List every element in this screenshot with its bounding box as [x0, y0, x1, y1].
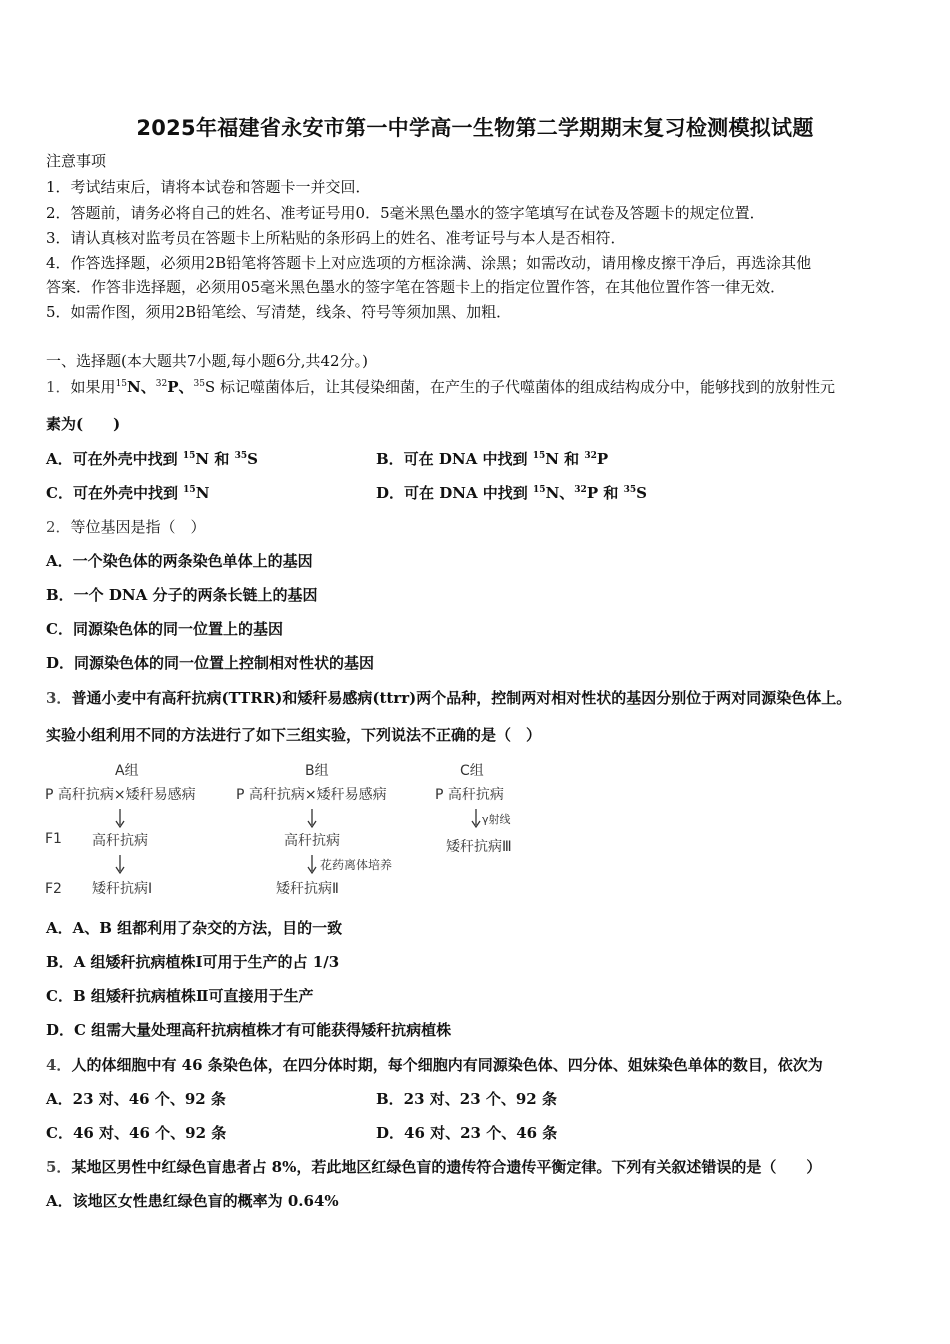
question-1-stem	[46, 377, 835, 397]
text: 如果用	[70, 378, 116, 396]
anther-culture-label: 花药离体培养	[320, 858, 393, 872]
superscript: 35	[623, 485, 637, 495]
superscript: 35	[234, 451, 248, 461]
question-3-stem-cont: 实验小组利用不同的方法进行了如下三组实验，下列说法不正确的是（ ）	[46, 726, 542, 744]
superscript: 35	[193, 379, 205, 389]
text: A．可在外壳中找到	[46, 450, 183, 468]
option-c: C．46 对、46 个、92 条	[46, 1124, 227, 1142]
page-title: 2025年福建省永安市第一中学高一生物第二学期期末复习检测模拟试题	[136, 116, 814, 140]
question-number: 1．	[46, 378, 71, 396]
option-d: D．同源染色体的同一位置上控制相对性状的基因	[46, 654, 375, 672]
text: D．可在 DNA 中找到	[376, 484, 534, 502]
f1-label: F1	[45, 831, 62, 847]
text: P、	[167, 378, 194, 396]
question-3-stem	[46, 688, 851, 708]
group-a-f1: 高秆抗病	[92, 833, 148, 849]
notice-item: 4．作答选择题，必须用2B铅笔将答题卡上对应选项的方框涂满、涂黑；如需改动，请用橡皮擦干净后，再选涂其他	[46, 254, 812, 272]
option-a	[46, 449, 258, 469]
text: B．可在 DNA 中找到	[376, 450, 533, 468]
notice-item: 5．如需作图，须用2B铅笔绘、写清楚，线条、符号等须加黑、加粗．	[46, 303, 512, 321]
section-heading: 一、选择题(本大题共7小题,每小题6分,共42分。)	[46, 352, 368, 370]
group-c-result: 矮秆抗病Ⅲ	[446, 839, 512, 855]
f2-label: F2	[45, 881, 62, 897]
option-d: D．C 组需大量处理高秆抗病植株才有可能获得矮秆抗病植株	[46, 1021, 452, 1039]
superscript: 15	[115, 379, 128, 389]
option-b: B．一个 DNA 分子的两条长链上的基因	[46, 586, 318, 604]
question-number: 3．	[46, 689, 72, 707]
question-number: 4．	[46, 1056, 72, 1074]
group-a-label: A组	[115, 763, 139, 779]
superscript: 15	[182, 451, 196, 461]
group-a-parents: P 高秆抗病×矮秆易感病	[45, 787, 196, 803]
text: N 和	[545, 450, 585, 468]
notice-item: 答案．作答非选择题，必须用05毫米黑色墨水的签字笔在答题卡上的指定位置作答，在其他位置作答一律无效．	[46, 278, 786, 296]
group-a-f2: 矮秆抗病Ⅰ	[92, 881, 153, 897]
group-b-f1: 高秆抗病	[284, 833, 340, 849]
gamma-ray-label: γ射线	[482, 813, 511, 826]
group-b-parents: P 高秆抗病×矮秆易感病	[236, 787, 387, 803]
text: C．可在外壳中找到	[46, 484, 184, 502]
notice-heading: 注意事项	[46, 152, 107, 170]
superscript: 15	[532, 451, 546, 461]
question-1-stem-cont: 素为( )	[46, 415, 121, 433]
text: P 和	[586, 484, 624, 502]
notice-item: 3．请认真核对监考员在答题卡上所粘贴的条形码上的姓名、准考证号与本人是否相符．	[46, 229, 626, 247]
question-2-stem	[46, 517, 206, 537]
superscript: 32	[155, 379, 168, 389]
superscript: 32	[574, 485, 587, 495]
text: 人的体细胞中有 46 条染色体，在四分体时期，每个细胞内有同源染色体、四分体、姐妹染色单体的数目，依次为	[71, 1056, 823, 1074]
group-c-label: C组	[460, 763, 484, 779]
superscript: 15	[533, 485, 546, 495]
text: N	[195, 484, 210, 502]
notice-item: 2．答题前，请务必将自己的姓名、准考证号用0．5毫米黑色墨水的签字笔填写在试卷及答题卡的规定位置．	[46, 204, 765, 222]
option-a: A．A、B 组都利用了杂交的方法，目的一致	[46, 919, 343, 937]
group-b-label: B组	[305, 763, 329, 779]
option-a: A．一个染色体的两条染色单体上的基因	[46, 552, 313, 570]
option-c: C．B 组矮秆抗病植株Ⅱ可直接用于生产	[46, 987, 314, 1005]
text: 普通小麦中有高秆抗病(TTRR)和矮秆易感病(ttrr)两个品种，控制两对相对性状的基因分别位于两对同源染色体上。	[71, 689, 852, 707]
text: N、	[127, 378, 156, 396]
option-c: C．同源染色体的同一位置上的基因	[46, 620, 283, 638]
group-b-f2: 矮秆抗病Ⅱ	[276, 881, 339, 897]
text: 等位基因是指（ ）	[70, 518, 206, 536]
question-5-stem	[46, 1157, 821, 1177]
option-b: B．A 组矮秆抗病植株Ⅰ可用于生产的占 1/3	[46, 953, 340, 971]
option-d: D．46 对、23 个、46 条	[376, 1124, 558, 1142]
breeding-experiment-diagram	[40, 757, 540, 907]
option-a: A．该地区女性患红绿色盲的概率为 0.64%	[46, 1192, 339, 1210]
question-number: 5．	[46, 1158, 72, 1176]
text: S	[247, 450, 258, 468]
text: P	[596, 450, 609, 468]
superscript: 32	[584, 451, 597, 461]
text: N 和	[195, 450, 235, 468]
group-c-parents: P 高秆抗病	[435, 787, 504, 803]
text: N、	[545, 484, 575, 502]
option-c	[46, 483, 209, 503]
question-number: 2．	[46, 518, 71, 536]
option-d	[376, 483, 647, 503]
text: S	[636, 484, 647, 502]
superscript: 15	[183, 485, 196, 495]
text: 某地区男性中红绿色盲患者占 8%，若此地区红绿色盲的遗传符合遗传平衡定律。下列有关叙述错误的是（ ）	[71, 1158, 822, 1176]
notice-item: 1．考试结束后，请将本试卷和答题卡一并交回．	[46, 178, 371, 196]
option-a: A．23 对、46 个、92 条	[46, 1090, 226, 1108]
question-4-stem	[46, 1055, 823, 1075]
text: S 标记噬菌体后，让其侵染细菌，在产生的子代噬菌体的组成结构成分中，能够找到的放射性元	[204, 378, 835, 396]
option-b: B．23 对、23 个、92 条	[376, 1090, 557, 1108]
option-b	[376, 449, 608, 469]
